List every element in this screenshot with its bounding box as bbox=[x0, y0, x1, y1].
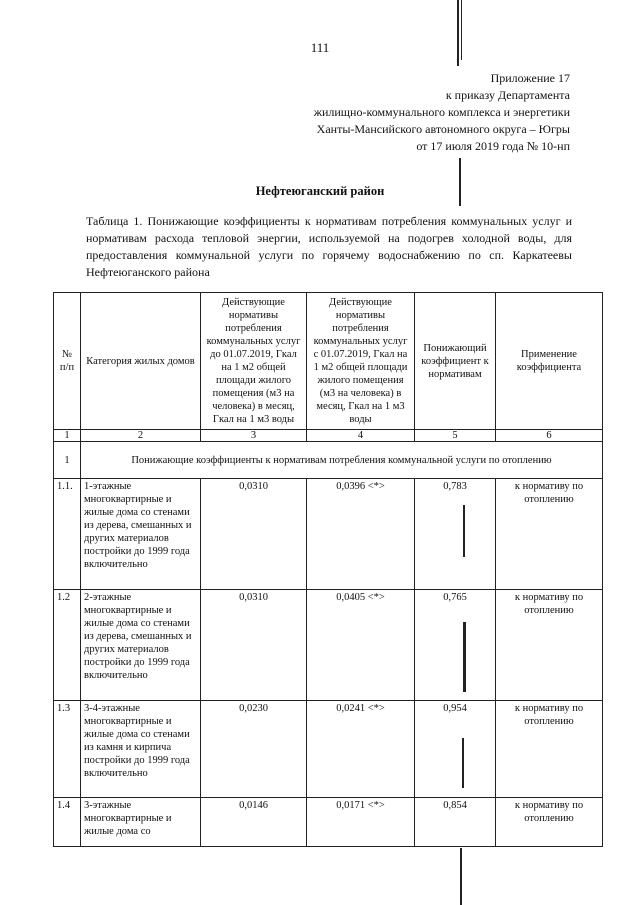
row-usage: к нормативу по отоплению bbox=[496, 701, 603, 798]
row-category: 2-этажные многоквартирные и жилые дома со стенами из дерева, смешанных и других материалов постройки до 1999 года включительно bbox=[81, 590, 201, 701]
column-number: 5 bbox=[415, 430, 496, 442]
page-number: 111 bbox=[310, 40, 330, 55]
scan-artifact bbox=[460, 848, 462, 905]
header-category: Категория жилых домов bbox=[81, 293, 201, 430]
row-norm-after: 0,0171 <*> bbox=[307, 798, 415, 847]
scan-artifact bbox=[461, 0, 462, 60]
table-row bbox=[54, 590, 603, 701]
table-caption: Таблица 1. Понижающие коэффициенты к нормативам потребления коммунальных услуг и нормативам расхода тепловой энергии, используемой на подогрев холодной воды, для предоставления коммунальной услуги по горячему водоснабжению по сп. Каркатеевы Нефтеюганского района bbox=[86, 214, 572, 279]
header-usage: Применение коэффициента bbox=[496, 293, 603, 430]
row-category: 3-4-этажные многоквартирные и жилые дома со стенами из камня и кирпича постройки до 1999 года включительно bbox=[81, 701, 201, 798]
section-row bbox=[54, 442, 603, 479]
row-category: 3-этажные многоквартирные и жилые дома со bbox=[81, 798, 201, 847]
row-usage: к нормативу по отоплению bbox=[496, 479, 603, 590]
header-row bbox=[54, 293, 603, 430]
row-usage: к нормативу по отоплению bbox=[496, 798, 603, 847]
column-number: 4 bbox=[307, 430, 415, 442]
row-norm-before: 0,0310 bbox=[201, 479, 307, 590]
row-norm-before: 0,0146 bbox=[201, 798, 307, 847]
appendix-department-line: жилищно-коммунального комплекса и энергетики bbox=[313, 105, 570, 119]
row-coefficient: 0,954 bbox=[415, 701, 496, 798]
table-row bbox=[54, 479, 603, 590]
row-norm-before: 0,0230 bbox=[201, 701, 307, 798]
row-number: 1.3 bbox=[54, 701, 81, 798]
table-row bbox=[54, 701, 603, 798]
scan-artifact bbox=[463, 622, 466, 692]
header-norm-after: Действующие нормативы потребления коммунальных услуг с 01.07.2019, Гкал на 1 м2 общей площади жилого помещения (м3 на человека) в месяц, Гкал на 1 м3 воды bbox=[307, 293, 415, 430]
column-number-row bbox=[54, 430, 603, 442]
row-number: 1.2 bbox=[54, 590, 81, 701]
row-number: 1.4 bbox=[54, 798, 81, 847]
row-usage: к нормативу по отоплению bbox=[496, 590, 603, 701]
row-norm-after: 0,0241 <*> bbox=[307, 701, 415, 798]
row-category: 1-этажные многоквартирные и жилые дома со стенами из дерева, смешанных и других материалов постройки до 1999 года включительно bbox=[81, 479, 201, 590]
row-norm-before: 0,0310 bbox=[201, 590, 307, 701]
appendix-order-line: к приказу Департамента bbox=[445, 88, 570, 102]
district-title: Нефтеюганский район bbox=[255, 184, 385, 198]
header-coefficient: Понижающий коэффициент к нормативам bbox=[415, 293, 496, 430]
scan-artifact bbox=[462, 738, 464, 788]
header-norm-before: Действующие нормативы потребления коммунальных услуг до 01.07.2019, Гкал на 1 м2 общей площади жилого помещения (м3 на человека) в месяц, Гкал на 1 м3 воды bbox=[201, 293, 307, 430]
row-coefficient: 0,765 bbox=[415, 590, 496, 701]
scan-artifact bbox=[457, 0, 459, 66]
appendix-region-line: Ханты-Мансийского автономного округа – Югры bbox=[316, 122, 570, 136]
section-number: 1 bbox=[54, 442, 81, 479]
header-number: № п/п bbox=[54, 293, 81, 430]
appendix-title: Приложение 17 bbox=[490, 71, 570, 85]
column-number: 6 bbox=[496, 430, 603, 442]
scan-artifact bbox=[463, 505, 465, 557]
section-title: Понижающие коэффициенты к нормативам потребления коммунальной услуги по отоплению bbox=[81, 442, 603, 479]
page-bottom-margin bbox=[0, 862, 640, 905]
column-number: 3 bbox=[201, 430, 307, 442]
column-number: 1 bbox=[54, 430, 81, 442]
row-coefficient: 0,854 bbox=[415, 798, 496, 847]
row-number: 1.1. bbox=[54, 479, 81, 590]
row-norm-after: 0,0405 <*> bbox=[307, 590, 415, 701]
row-coefficient: 0,783 bbox=[415, 479, 496, 590]
appendix-header bbox=[314, 70, 570, 155]
table-row bbox=[54, 798, 603, 847]
coefficients-table bbox=[53, 292, 603, 847]
appendix-date-line: от 17 июля 2019 года № 10-нп bbox=[416, 139, 570, 153]
column-number: 2 bbox=[81, 430, 201, 442]
row-norm-after: 0,0396 <*> bbox=[307, 479, 415, 590]
